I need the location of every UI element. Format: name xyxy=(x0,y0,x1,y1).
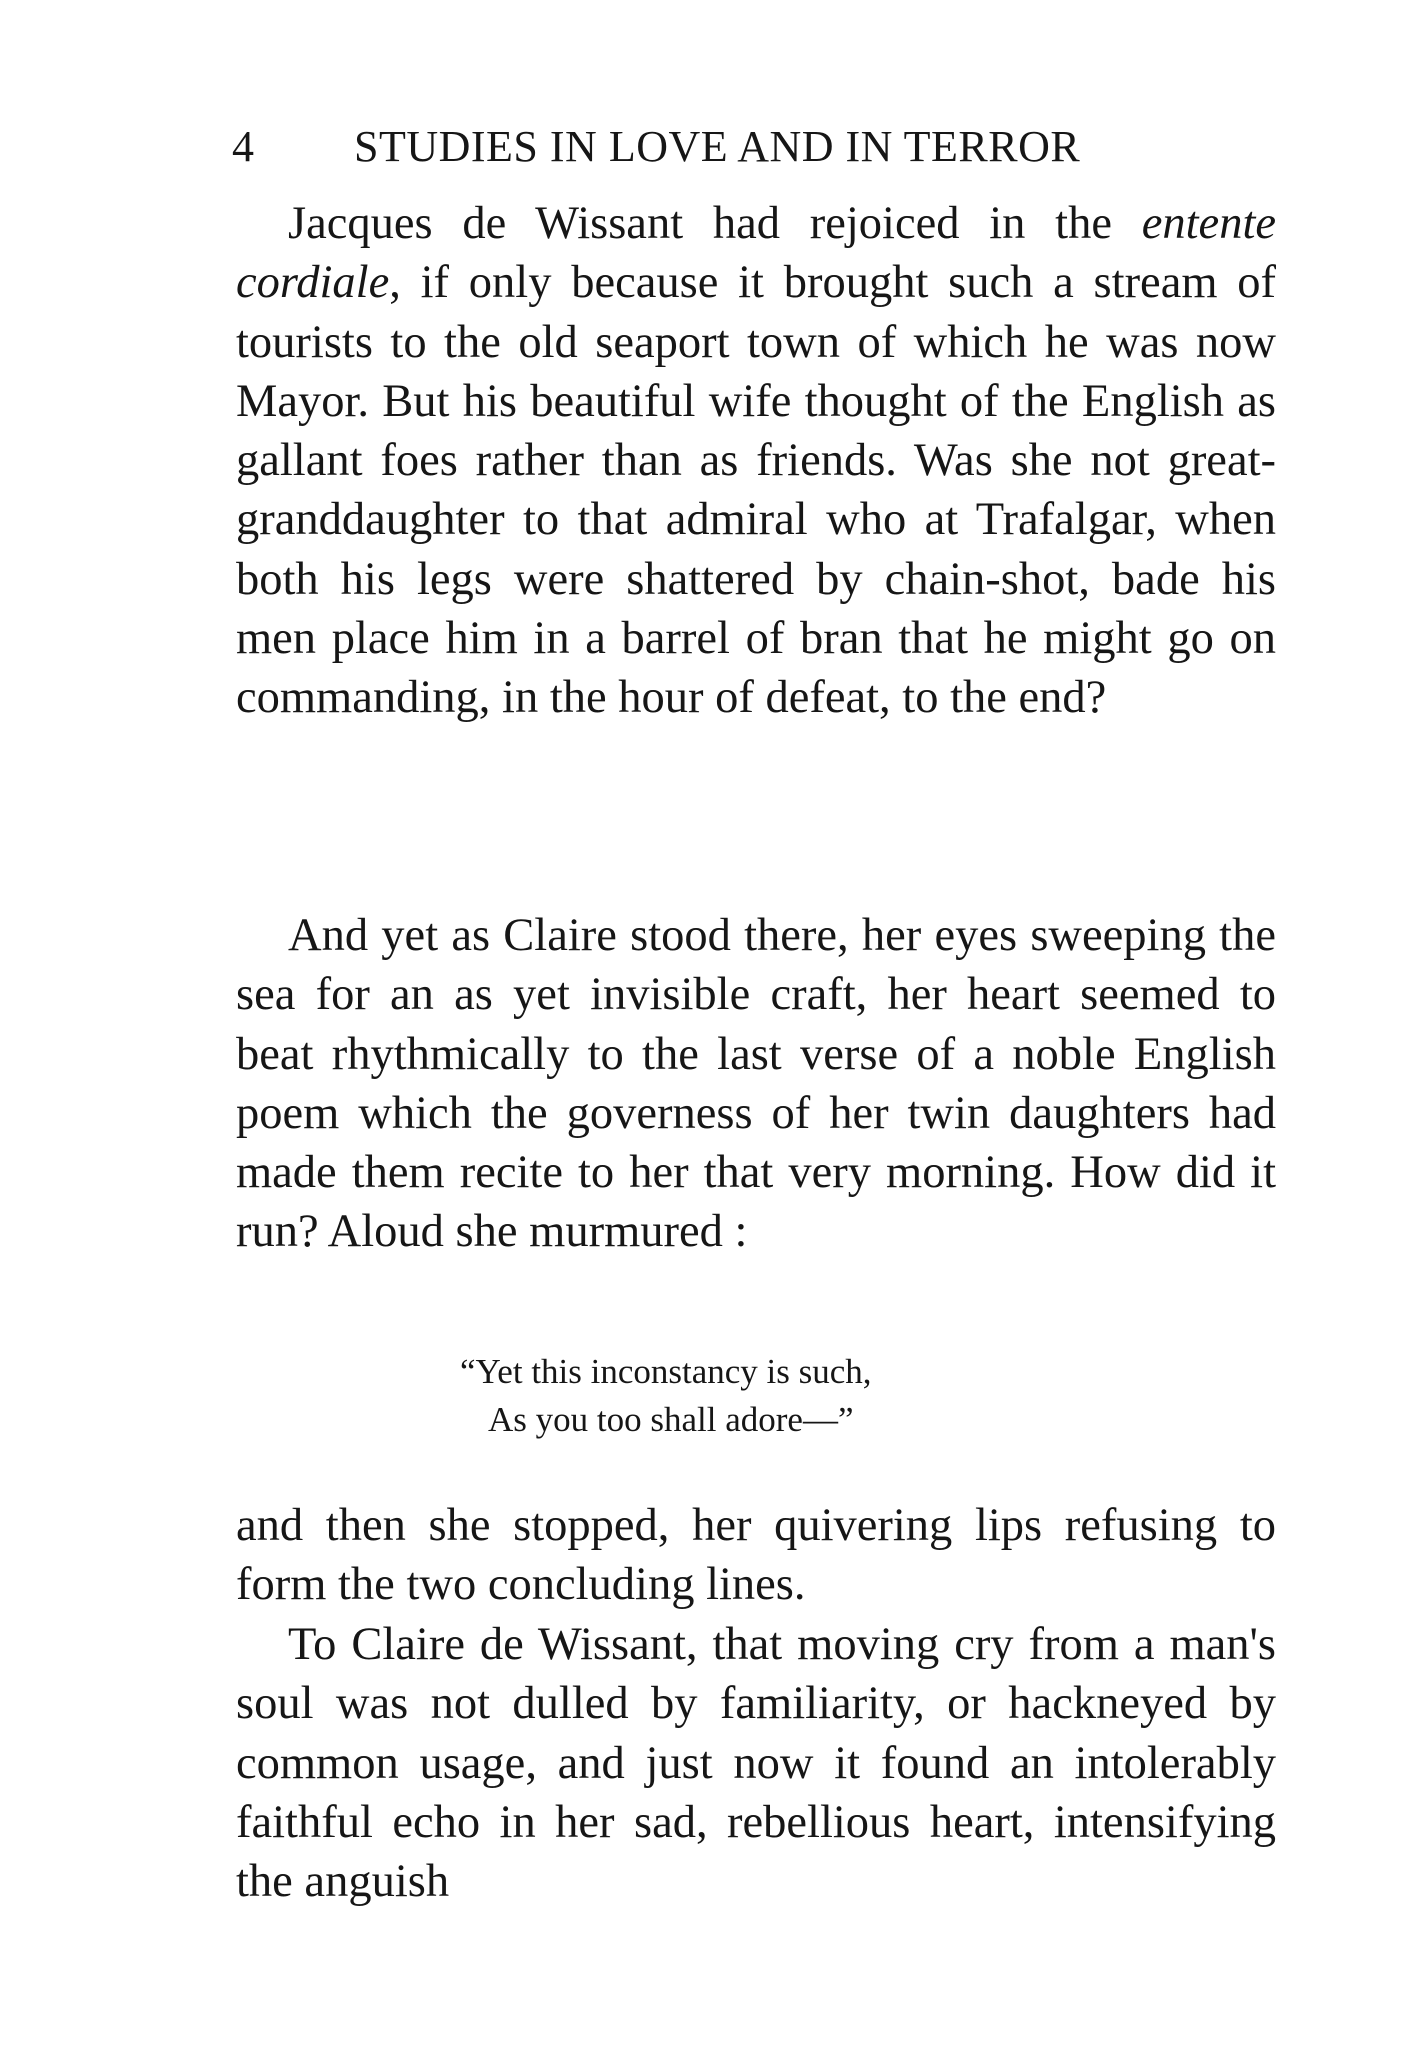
verse-line-2: As you too shall adore—” xyxy=(488,1400,854,1439)
page-number: 4 xyxy=(232,122,254,171)
running-head: STUDIES IN LOVE AND IN TERROR xyxy=(354,122,1081,171)
paragraph-2: And yet as Claire stood there, her eyes sweeping the sea for an as yet invisible craft, her heart seemed to beat rhythmically to the last verse of a noble English poem which the governess of her twin daughters had made them recite to her that very morning. How did it run? Aloud she murmured : xyxy=(236,910,1276,1258)
verse-line-1: “Yet this inconstancy is such, xyxy=(460,1352,872,1391)
paragraph-1-start: Jacques de Wissant had rejoiced in the xyxy=(288,198,1112,249)
italic-phrase: entente cordiale xyxy=(236,198,1277,309)
page-header xyxy=(232,112,1242,182)
verse-quote xyxy=(460,1348,872,1444)
paragraph-4: To Claire de Wissant, that moving cry from a man's soul was not dulled by familiarity, or hackneyed by common usage, and just now it found an intolerably faithful echo in her sad, rebellious heart, intensifying the anguish xyxy=(236,1619,1276,1908)
paragraph-1 xyxy=(236,194,1276,728)
paragraph-3: and then she stopped, her quivering lips refusing to form the two concluding lines. xyxy=(236,1500,1276,1611)
paragraph-1-rest: , if only because it brought such a stream of tourists to the old seaport town of which he was now Mayor. But his beautiful wife thought of the English as gallant foes rather than as friends. Was she not great-granddaughter to that admiral who at Trafalgar, when both his legs were shattered by chain-shot, bade his men place him in a barrel of bran that he might go on commanding, in the hour of defeat, to the end? xyxy=(236,257,1276,724)
